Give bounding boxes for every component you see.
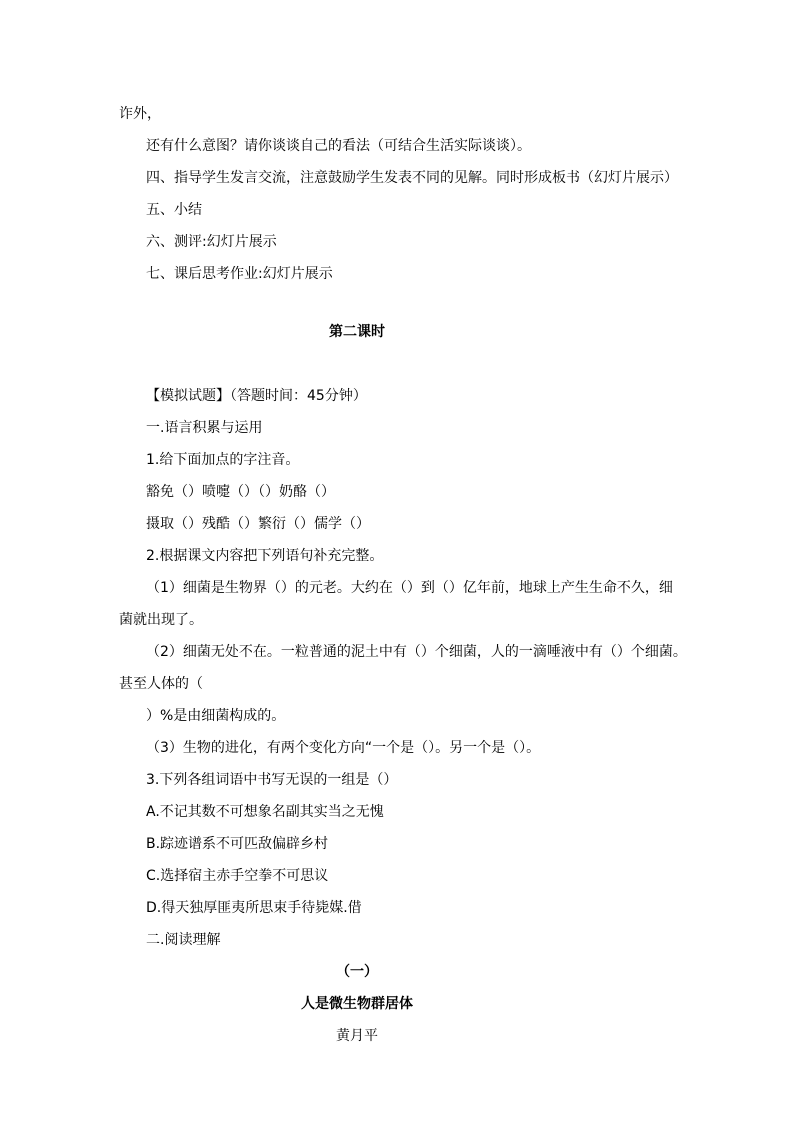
text-line: 五、小结 — [146, 202, 202, 218]
text-line: 豁免（）喷嚏（）（）奶酪（） — [146, 484, 335, 500]
part-label: （一） — [336, 964, 378, 980]
text-line: 1.给下面加点的字注音。 — [146, 452, 300, 468]
text-line: 摄取（）残酷（）繁衍（）儒学（） — [146, 516, 370, 532]
article-author: 黄月平 — [336, 1028, 378, 1044]
text-line: 六、测评:幻灯片展示 — [146, 234, 277, 250]
text-line: （3）生物的进化，有两个变化方向“一个是（）。另一个是（）。 — [146, 740, 541, 756]
article-title: 人是微生物群居体 — [301, 996, 413, 1012]
text-line: ）%是由细菌构成的。 — [146, 708, 286, 724]
text-line: 2.根据课文内容把下列语句补充完整。 — [146, 548, 384, 564]
text-line: 还有什么意图？请你谈谈自己的看法（可结合生活实际谈谈）。 — [146, 138, 531, 154]
text-line: 【模拟试题】（答题时间：45分钟） — [146, 388, 367, 404]
text-line: 甚至人体的（ — [119, 676, 203, 692]
text-line: 诈外， — [119, 106, 161, 122]
text-line: （1）细菌是生物界（）的元老。大约在（）到（）亿年前，地球上产生生命不久，细 — [146, 580, 673, 596]
text-line: 菌就出现了。 — [119, 612, 203, 628]
text-line: C.选择宿主赤手空拳不可思议 — [146, 868, 329, 884]
section-title: 第二课时 — [329, 324, 385, 340]
text-line: B.踪迹谱系不可匹敌偏辟乡村 — [146, 836, 329, 852]
text-line: 一.语言积累与运用 — [146, 420, 263, 436]
text-line: 二.阅读理解 — [146, 932, 221, 948]
text-line: D.得天独厚匪夷所思束手待毙媒.借 — [146, 900, 362, 916]
text-line: （2）细菌无处不在。一粒普通的泥土中有（）个细菌，人的一滴唾液中有（）个细菌。 — [146, 644, 687, 660]
text-line: 四、指导学生发言交流，注意鼓励学生发表不同的见解。同时形成板书（幻灯片展示） — [146, 170, 678, 186]
text-line: 3.下列各组词语中书写无误的一组是（） — [146, 772, 398, 788]
text-line: 七、课后思考作业:幻灯片展示 — [146, 266, 333, 282]
text-line: A.不记其数不可想象名副其实当之无愧 — [146, 804, 384, 820]
